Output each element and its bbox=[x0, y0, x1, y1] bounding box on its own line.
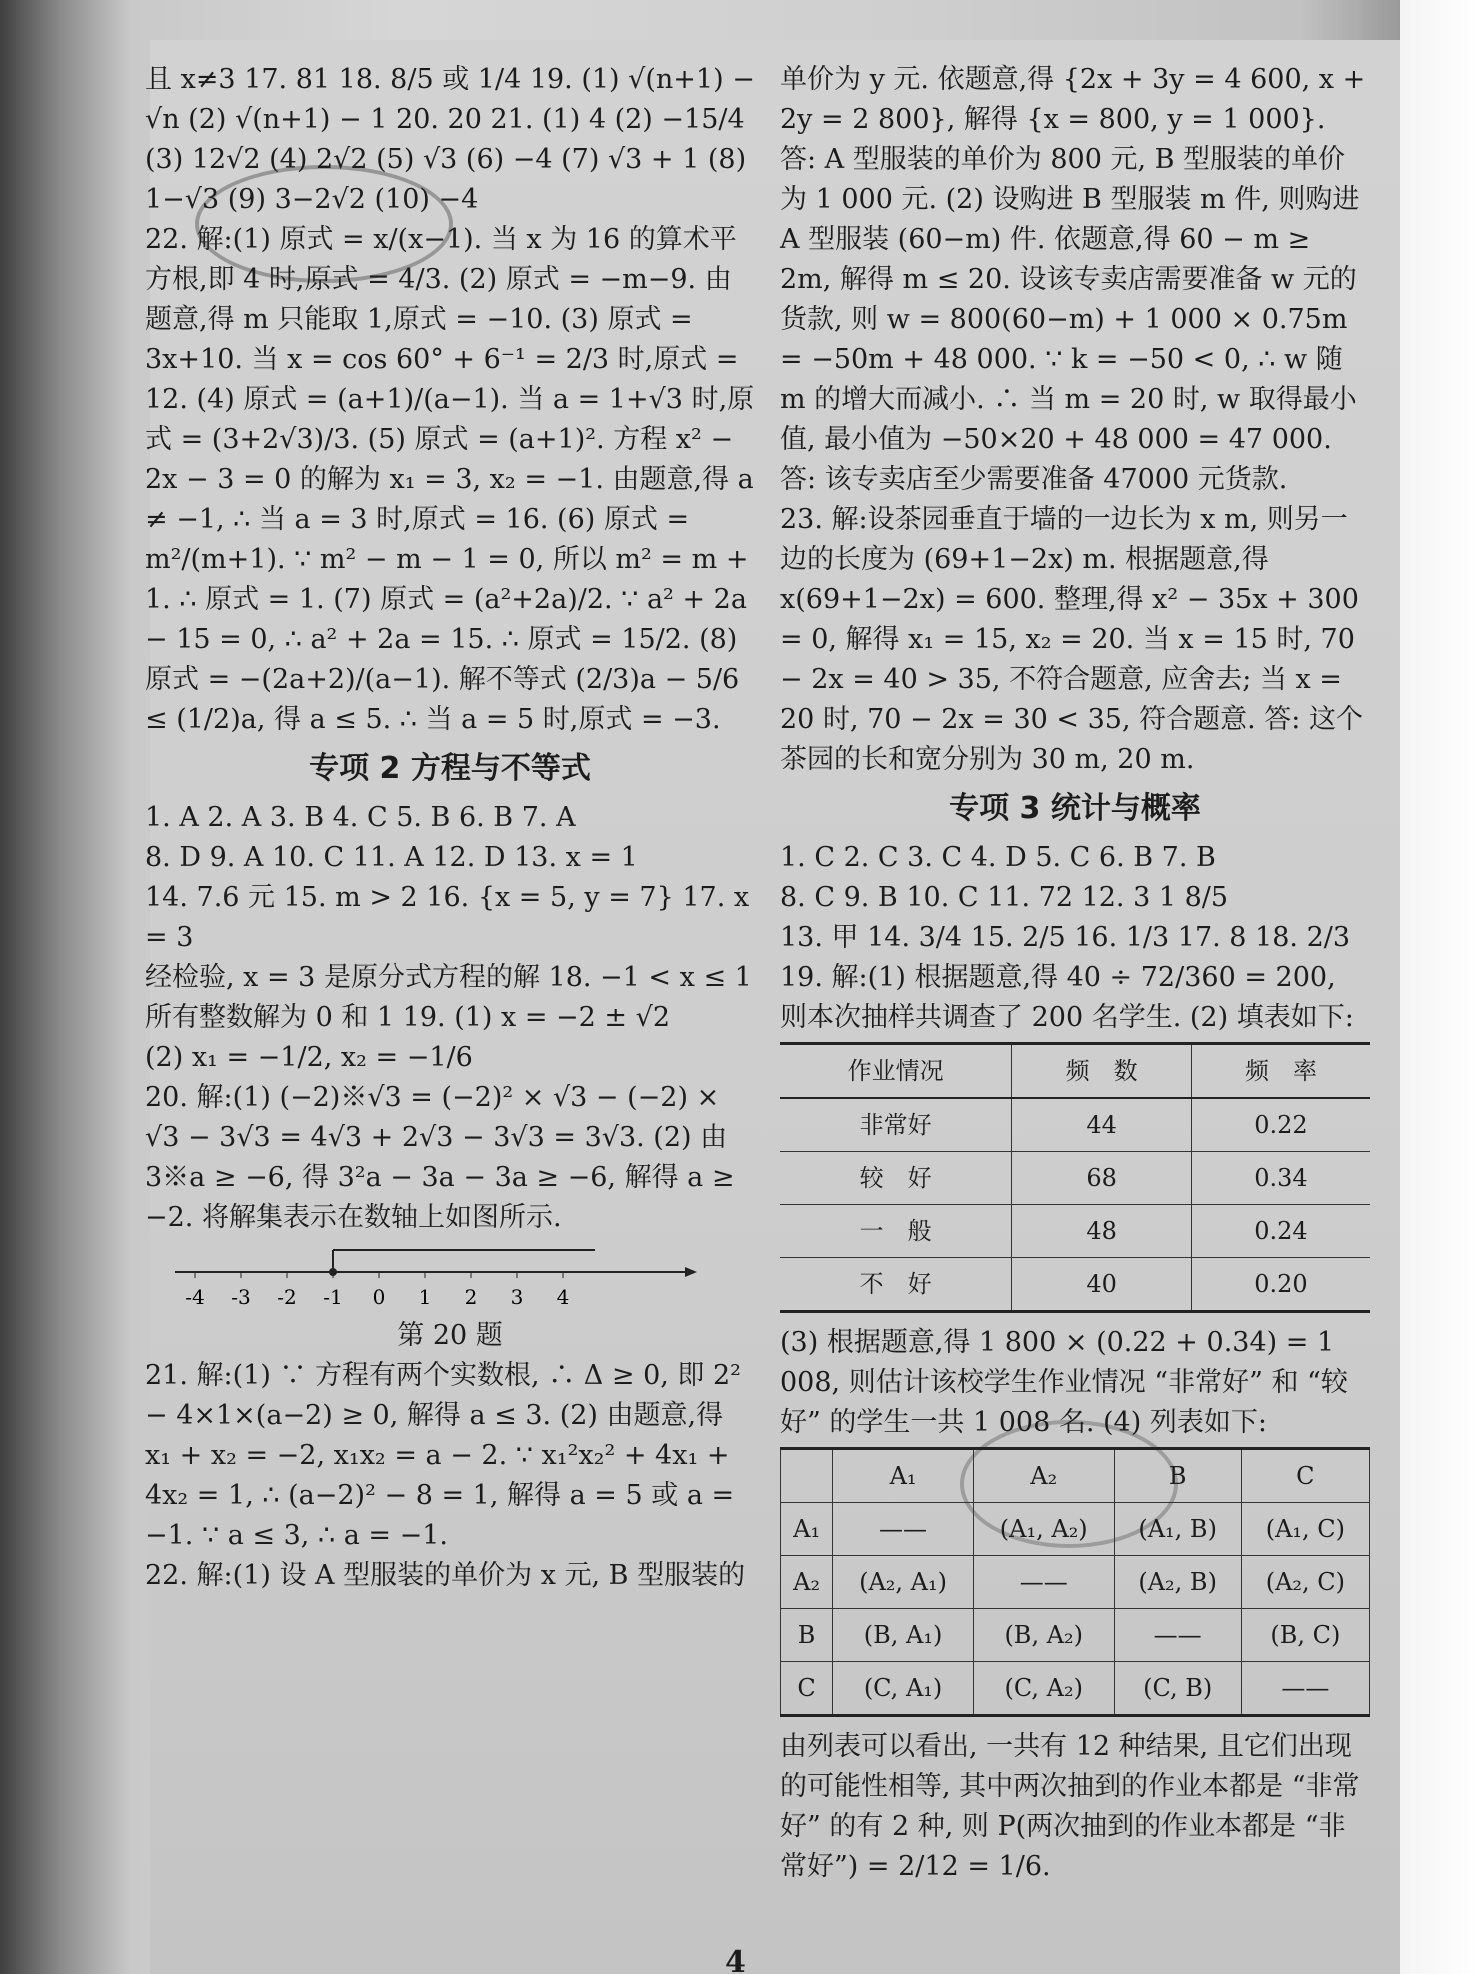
section2-title: 专项 2 方程与不等式 bbox=[309, 751, 591, 786]
s2-line-4: 经检验, x = 3 是原分式方程的解 18. −1 < x ≤ 1 所有整数解为 0 和 1 19. (1) x = −2 ± √2 bbox=[145, 962, 752, 1033]
table-cell: 44 bbox=[1012, 1098, 1192, 1152]
s3-mid-text: (3) 根据题意,得 1 800 × (0.22 + 0.34) = 1 008, 则估计该校学生作业情况 “非常好” 和 “较好” 的学生一共 1 008 名. (4) 列表如下: bbox=[780, 1327, 1348, 1438]
table-cell: 0.24 bbox=[1191, 1205, 1370, 1258]
table-cell: 48 bbox=[1012, 1205, 1192, 1258]
figure-caption: 第 20 题 bbox=[397, 1320, 503, 1351]
s2-answer-21: 21. 解:(1) ∵ 方程有两个实数根, ∴ Δ ≥ 0, 即 2² − 4×1×(a−2) ≥ 0, 解得 a ≤ 3. (2) 由题意,得 x₁ + x₂ = −2, x₁x₂ = a − 2. ∵ x₁²x₂² + 4x₁ + 4x₂ = 1, ∴ (a−2)² − 8 = 1, 解得 a = 5 或 a = −1. ∵ a ≤ 3, ∴ a = −1. bbox=[145, 1360, 741, 1551]
table-cell: (A₁, A₂) bbox=[973, 1503, 1114, 1556]
table-header: A₁ bbox=[833, 1449, 974, 1503]
page-number: 4 bbox=[725, 1945, 746, 1974]
table-cell: (A₁, C) bbox=[1241, 1503, 1369, 1556]
answer-22: 22. 解:(1) 原式 = x/(x−1). 当 x 为 16 的算术平方根,即 4 时,原式 = 4/3. (2) 原式 = −m−9. 由题意,得 m 只能取 1,原式 = −10. (3) 原式 = 3x+10. 当 x = cos 60° + 6⁻¹ = 2/3 时,原式 = 12. (4) 原式 = (a+1)/(a−1). 当 a = 1+√3 时,原式 = (3+2√3)/3. (5) 原式 = (a+1)². 方程 x² − 2x − 3 = 0 的解为 x₁ = 3, x₂ = −1. 由题意,得 a ≠ −1, ∴ 当 a = 3 时,原式 = 16. (6) 原式 = m²/(m+1). ∵ m² − m − 1 = 0, 所以 m² = m + 1. ∴ 原式 = 1. (7) 原式 = (a²+2a)/2. ∵ a² + 2a − 15 = 0, ∴ a² + 2a = 15. ∴ 原式 = 15/2. (8) 原式 = −(2a+2)/(a−1). 解不等式 (2/3)a − 5/6 ≤ (1/2)a, 得 a ≤ 5. ∴ 当 a = 5 时,原式 = −3. bbox=[145, 224, 755, 735]
right-column bbox=[780, 60, 1370, 1887]
table-row bbox=[781, 1556, 1370, 1609]
tick-label: -1 bbox=[323, 1285, 343, 1309]
table-row bbox=[780, 1098, 1370, 1152]
table-cell: —— bbox=[1241, 1662, 1369, 1716]
table-cell: 0.34 bbox=[1191, 1152, 1370, 1205]
table-cell: —— bbox=[973, 1556, 1114, 1609]
s2-line-2: 8. D 9. A 10. C 11. A 12. D 13. x = 1 bbox=[145, 842, 638, 873]
tick-label: -3 bbox=[231, 1285, 251, 1309]
table-header-row bbox=[781, 1449, 1370, 1503]
table-cell: (A₂, A₁) bbox=[833, 1556, 974, 1609]
table-cell: 40 bbox=[1012, 1258, 1192, 1312]
table-cell: B bbox=[781, 1609, 833, 1662]
table-cell: 一 般 bbox=[780, 1205, 1012, 1258]
table-cell: (B, A₂) bbox=[973, 1609, 1114, 1662]
table-cell: 较 好 bbox=[780, 1152, 1012, 1205]
table-header: 频 率 bbox=[1191, 1044, 1370, 1099]
s3-answer-19: 19. 解:(1) 根据题意,得 40 ÷ 72/360 = 200, 则本次抽样共调查了 200 名学生. (2) 填表如下: bbox=[780, 962, 1354, 1033]
table-cell: A₁ bbox=[781, 1503, 833, 1556]
table-header: A₂ bbox=[973, 1449, 1114, 1503]
table-cell: C bbox=[781, 1662, 833, 1716]
table-header: C bbox=[1241, 1449, 1369, 1503]
tick-label: 2 bbox=[464, 1285, 478, 1309]
table-row bbox=[781, 1503, 1370, 1556]
table-cell: 0.22 bbox=[1191, 1098, 1370, 1152]
table-header: 作业情况 bbox=[780, 1044, 1012, 1099]
table-cell: —— bbox=[833, 1503, 974, 1556]
outcome-table bbox=[780, 1447, 1370, 1717]
table-cell: (C, A₂) bbox=[973, 1662, 1114, 1716]
s2-line-5: (2) x₁ = −1/2, x₂ = −1/6 bbox=[145, 1042, 473, 1073]
table-header bbox=[781, 1449, 833, 1503]
tick-label: 1 bbox=[418, 1285, 432, 1309]
table-cell: 68 bbox=[1012, 1152, 1192, 1205]
tick-label: 4 bbox=[556, 1285, 570, 1309]
tick-label: -2 bbox=[277, 1285, 297, 1309]
answer-line-2: (3) 12√2 (4) 2√2 (5) √3 (6) −4 (7) √3 + 1 (8) 1−√3 (9) 3−2√2 (10) −4 bbox=[145, 144, 747, 215]
s3-line-1: 1. C 2. C 3. C 4. D 5. C 6. B 7. B bbox=[780, 842, 1216, 873]
table-cell: (A₂, B) bbox=[1114, 1556, 1241, 1609]
table-row bbox=[780, 1258, 1370, 1312]
table-cell: (A₂, C) bbox=[1241, 1556, 1369, 1609]
table-header: B bbox=[1114, 1449, 1241, 1503]
table-cell: 不 好 bbox=[780, 1258, 1012, 1312]
tick-label: -4 bbox=[185, 1285, 205, 1309]
s3-line-2: 8. C 9. B 10. C 11. 72 12. 3 1 8/5 bbox=[780, 882, 1229, 913]
frequency-table bbox=[780, 1042, 1370, 1313]
table-cell: (C, A₁) bbox=[833, 1662, 974, 1716]
section3-title: 专项 3 统计与概率 bbox=[949, 791, 1201, 826]
table-cell: A₂ bbox=[781, 1556, 833, 1609]
table-header: 频 数 bbox=[1012, 1044, 1192, 1099]
table-cell: (B, C) bbox=[1241, 1609, 1369, 1662]
table-row bbox=[781, 1662, 1370, 1716]
s2-line-1: 1. A 2. A 3. B 4. C 5. B 6. B 7. A bbox=[145, 802, 576, 833]
table-cell: —— bbox=[1114, 1609, 1241, 1662]
left-column bbox=[145, 60, 755, 1596]
table-cell: 0.20 bbox=[1191, 1258, 1370, 1312]
table-cell: (B, A₁) bbox=[833, 1609, 974, 1662]
table-cell: (A₁, B) bbox=[1114, 1503, 1241, 1556]
table-row bbox=[780, 1152, 1370, 1205]
s3-end-text: 由列表可以看出, 一共有 12 种结果, 且它们出现的可能性相等, 其中两次抽到的作业本都是 “非常好” 的有 2 种, 则 P(两次抽到的作业本都是 “非常好”) = 2/12 = 1/6. bbox=[780, 1731, 1360, 1882]
s2-line-3: 14. 7.6 元 15. m > 2 16. {x = 5, y = 7} 17. x = 3 bbox=[145, 882, 750, 953]
table-cell: (C, B) bbox=[1114, 1662, 1241, 1716]
answer-line-1: 且 x≠3 17. 81 18. 8/5 或 1/4 19. (1) √(n+1) − √n (2) √(n+1) − 1 20. 20 21. (1) 4 (2) −15/4 bbox=[145, 64, 755, 135]
number-line-figure bbox=[145, 1246, 705, 1316]
tick-label: 3 bbox=[510, 1285, 524, 1309]
s3-line-3: 13. 甲 14. 3/4 15. 2/5 16. 1/3 17. 8 18. 2/3 bbox=[780, 922, 1351, 953]
table-row bbox=[780, 1205, 1370, 1258]
answer-22-cont: 单价为 y 元. 依题意,得 {2x + 3y = 4 600, x + 2y = 2 800}, 解得 {x = 800, y = 1 000}. 答: A 型服装的单价为 800 元, B 型服装的单价为 1 000 元. (2) 设购进 B 型服装 m 件, 则购进 A 型服装 (60−m) 件. 依题意,得 60 − m ≥ 2m, 解得 m ≤ 20. 设该专卖店需要准备 w 元的货款, 则 w = 800(60−m) + 1 000 × 0.75m = −50m + 48 000. ∵ k = −50 < 0, ∴ w 随 m 的增大而减小. ∴ 当 m = 20 时, w 取得最小值, 最小值为 −50×20 + 48 000 = 47 000. 答: 该专卖店至少需要准备 47000 元货款. bbox=[780, 64, 1366, 495]
table-row bbox=[781, 1609, 1370, 1662]
answer-23: 23. 解:设茶园垂直于墙的一边长为 x m, 则另一边的长度为 (69+1−2x) m. 根据题意,得 x(69+1−2x) = 600. 整理,得 x² − 35x + 300 = 0, 解得 x₁ = 15, x₂ = 20. 当 x = 15 时, 70 − 2x = 40 > 35, 不符合题意, 应舍去; 当 x = 20 时, 70 − 2x = 30 < 35, 符合题意. 答: 这个茶园的长和宽分别为 30 m, 20 m. bbox=[780, 504, 1363, 775]
table-header-row bbox=[780, 1044, 1370, 1099]
s2-answer-22: 22. 解:(1) 设 A 型服装的单价为 x 元, B 型服装的 bbox=[145, 1560, 746, 1591]
table-cell: 非常好 bbox=[780, 1098, 1012, 1152]
tick-label: 0 bbox=[372, 1285, 386, 1309]
s2-answer-20: 20. 解:(1) (−2)※√3 = (−2)² × √3 − (−2) × √3 − 3√3 = 4√3 + 2√3 − 3√3 = 3√3. (2) 由 3※a ≥ −6, 得 3²a − 3a − 3a ≥ −6, 解得 a ≥ −2. 将解集表示在数轴上如图所示. bbox=[145, 1082, 735, 1233]
